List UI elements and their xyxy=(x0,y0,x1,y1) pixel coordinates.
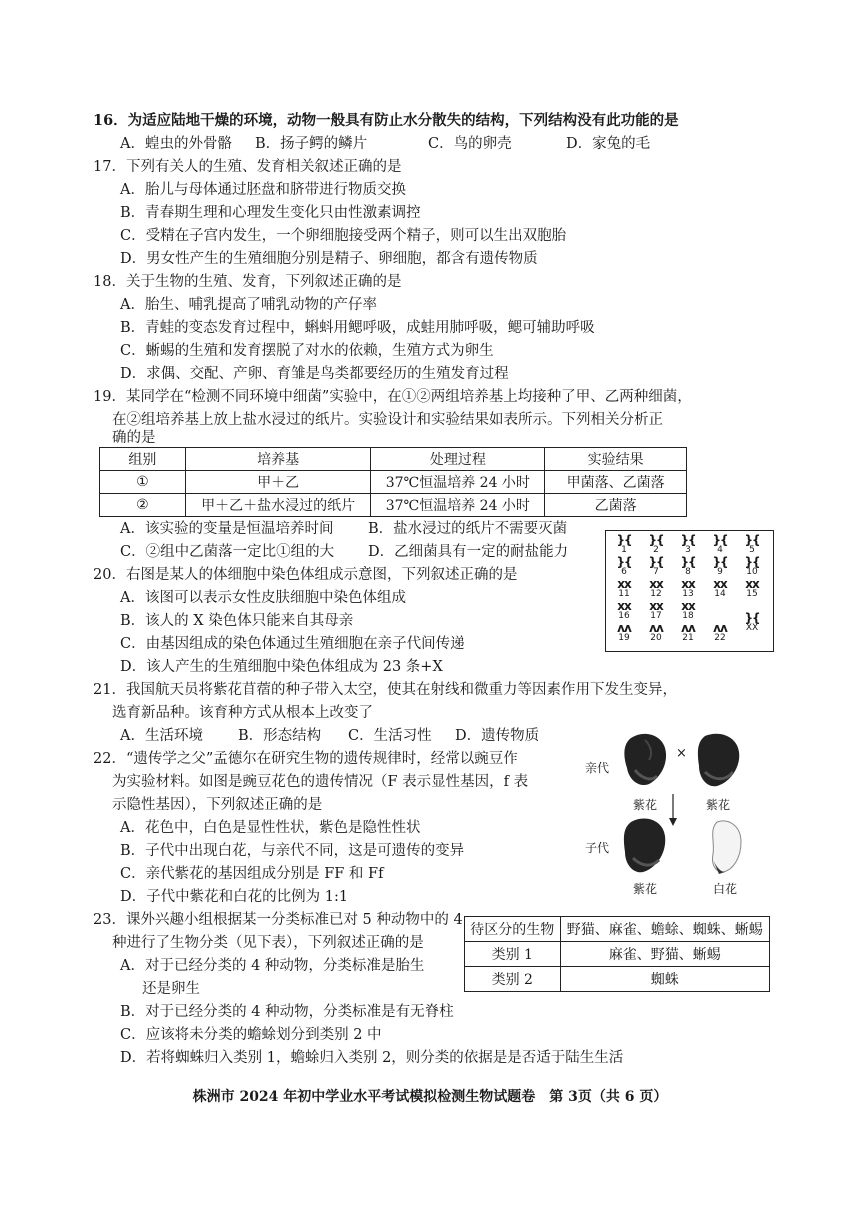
page-footer: 株洲市 2024 年初中学业水平考试模拟检测生物试题卷 第 3页（共 6 页） xyxy=(192,1089,668,1105)
chromosome-pair xyxy=(706,556,734,578)
chromosome-pair xyxy=(642,600,670,622)
sex-chromosome-label: XX xyxy=(745,623,759,633)
chromosome-number: 16 xyxy=(618,611,630,621)
cross-symbol: × xyxy=(676,746,687,761)
chromosome-icon: xx xyxy=(713,577,727,591)
purple-flower-icon xyxy=(621,814,671,878)
q23-option-a: A．对于已经分类的 4 种动物，分类标准是胎生 xyxy=(120,958,425,974)
chromosome-icon: }{ xyxy=(712,533,728,547)
table-cell: 37℃恒温培养 24 小时 xyxy=(371,494,545,517)
chromosome-icon: }{ xyxy=(744,555,760,569)
chromosome-pair xyxy=(738,534,766,556)
purple-flower-icon xyxy=(693,730,745,792)
q22-stem-line1: 22．“遗传学之父”孟德尔在研究生物的遗传规律时，经常以豌豆作 xyxy=(93,751,518,767)
flower-label: 紫花 xyxy=(633,798,658,812)
chromosome-number: 22 xyxy=(714,633,726,643)
q17-option-b: B．青春期生理和心理发生变化只由性激素调控 xyxy=(120,205,421,221)
q20-option-a: A．该图可以表示女性皮肤细胞中染色体组成 xyxy=(120,590,406,606)
q23-option-a-continued: 还是卵生 xyxy=(142,981,200,997)
chromosome-pair xyxy=(674,556,702,578)
chromosome-pair xyxy=(674,578,702,600)
chromosome-icon: ᴧᴧ xyxy=(681,621,695,635)
q20-option-c: C．由基因组成的染色体通过生殖细胞在亲子代间传递 xyxy=(120,636,465,652)
chromosome-pair xyxy=(642,556,670,578)
chromosome-number: 5 xyxy=(749,545,755,555)
chromosome-number: 18 xyxy=(682,611,694,621)
chromosome-pair xyxy=(610,556,638,578)
chromosome-pair xyxy=(610,578,638,600)
q22-stem-line3: 示隐性基因），下列叙述正确的是 xyxy=(112,797,323,813)
q23-table xyxy=(464,916,770,992)
chromosome-pair xyxy=(610,600,638,622)
q22-option-a: A．花色中，白色是显性性状，紫色是隐性性状 xyxy=(120,820,421,836)
table-cell: 甲＋乙＋盐水浸过的纸片 xyxy=(185,494,371,517)
q23-stem-line1: 23．课外兴趣小组根据某一分类标准已对 5 种动物中的 4 xyxy=(93,912,463,928)
chromosome-pair xyxy=(642,534,670,556)
table-header-cell: 实验结果 xyxy=(545,448,687,471)
child-generation-label: 子代 xyxy=(585,841,610,855)
chromosome-number: 21 xyxy=(682,633,694,643)
table-row xyxy=(100,494,687,517)
chromosome-icon: ᴧᴧ xyxy=(649,621,663,635)
q21-option-d: D．遗传物质 xyxy=(455,728,540,744)
chromosome-number: 2 xyxy=(653,545,659,555)
chromosome-icon: }{ xyxy=(616,533,632,547)
q17-option-c: C．受精在子宫内发生，一个卵细胞接受两个精子，则可以生出双胞胎 xyxy=(120,228,567,244)
chromosome-icon: }{ xyxy=(680,533,696,547)
chromosome-icon: ᴧᴧ xyxy=(617,621,631,635)
q16-option-d: D．家兔的毛 xyxy=(566,136,651,152)
chromosome-icon: }{ xyxy=(712,555,728,569)
table-cell: 乙菌落 xyxy=(545,494,687,517)
chromosome-number: 10 xyxy=(746,567,758,577)
karyotype-figure xyxy=(605,530,774,652)
q20-option-d: D．该人产生的生殖细胞中染色体组成为 23 条+X xyxy=(120,659,443,675)
q21-option-a: A．生活环境 xyxy=(120,728,203,744)
q17-option-d: D．男女性产生的生殖细胞分别是精子、卵细胞，都含有遗传物质 xyxy=(120,251,538,267)
sex-chromosome-pair xyxy=(738,612,766,634)
chromosome-pair xyxy=(706,578,734,600)
chromosome-pair xyxy=(642,578,670,600)
chromosome-number: 14 xyxy=(714,589,726,599)
q16-option-a: A．蝗虫的外骨骼 xyxy=(120,136,232,152)
table-cell: ② xyxy=(100,494,186,517)
q19-stem-line3: 确的是 xyxy=(112,430,156,446)
pea-inheritance-figure xyxy=(585,726,775,896)
q16-option-b: B．扬子鳄的鳞片 xyxy=(255,136,368,152)
chromosome-pair xyxy=(674,534,702,556)
chromosome-number: 4 xyxy=(717,545,723,555)
chromosome-pair xyxy=(610,622,638,644)
q21-stem-line1: 21．我国航天员将紫花苜蓿的种子带入太空，使其在射线和微重力等因素作用下发生变异， xyxy=(93,682,677,698)
chromosome-number: 1 xyxy=(621,545,627,555)
chromosome-icon: }{ xyxy=(680,555,696,569)
chromosome-pair xyxy=(706,622,734,644)
q17-stem: 17．下列有关人的生殖、发育相关叙述正确的是 xyxy=(93,159,402,175)
q18-stem: 18．关于生物的生殖、发育，下列叙述正确的是 xyxy=(93,274,402,290)
table-row xyxy=(100,471,687,494)
q18-option-b: B．青蛙的变态发育过程中，蝌蚪用鳃呼吸，成蛙用肺呼吸，鳃可辅助呼吸 xyxy=(120,320,595,336)
chromosome-number: 7 xyxy=(653,567,659,577)
chromosome-icon: xx xyxy=(649,577,663,591)
table-cell: 甲菌落、乙菌落 xyxy=(545,471,687,494)
chromosome-icon: xx xyxy=(681,577,695,591)
chromosome-number: 9 xyxy=(717,567,723,577)
chromosome-icon: xx xyxy=(745,577,759,591)
table-cell: 待区分的生物 xyxy=(465,917,561,942)
table-header-cell: 处理过程 xyxy=(371,448,545,471)
q21-option-b: B．形态结构 xyxy=(238,728,322,744)
chromosome-number: 3 xyxy=(685,545,691,555)
q20-stem: 20．右图是某人的体细胞中染色体组成示意图，下列叙述正确的是 xyxy=(93,567,518,583)
table-header-row xyxy=(100,448,687,471)
q16-stem: 16．为适应陆地干燥的环境，动物一般具有防止水分散失的结构，下列结构没有此功能的是 xyxy=(93,112,679,129)
q19-option-b: B．盐水浸过的纸片不需要灭菌 xyxy=(368,521,568,537)
chromosome-icon: }{ xyxy=(744,611,760,625)
chromosome-number: 6 xyxy=(621,567,627,577)
table-header-cell: 组别 xyxy=(100,448,186,471)
table-cell: 37℃恒温培养 24 小时 xyxy=(371,471,545,494)
chromosome-icon: ᴧᴧ xyxy=(713,621,727,635)
q21-stem-line2: 选育新品种。该育种方式从根本上改变了 xyxy=(112,705,373,721)
chromosome-number: 12 xyxy=(650,589,662,599)
q22-option-c: C．亲代紫花的基因组成分别是 FF 和 Ff xyxy=(120,866,384,882)
white-flower-icon xyxy=(703,816,747,876)
chromosome-pair xyxy=(706,534,734,556)
chromosome-icon: }{ xyxy=(648,555,664,569)
table-cell: 麻雀、野猫、蜥蜴 xyxy=(560,942,769,967)
chromosome-icon: xx xyxy=(617,599,631,613)
q18-option-c: C．蜥蜴的生殖和发育摆脱了对水的依赖，生殖方式为卵生 xyxy=(120,343,494,359)
flower-label: 白花 xyxy=(713,882,738,896)
q18-option-d: D．求偶、交配、产卵、育雏是鸟类都要经历的生殖发育过程 xyxy=(120,366,509,382)
chromosome-number: 8 xyxy=(685,567,691,577)
q21-option-c: C．生活习性 xyxy=(348,728,432,744)
q19-stem-line2: 在②组培养基上放上盐水浸过的纸片。实验设计和实验结果如表所示。下列相关分析正 xyxy=(112,412,663,428)
chromosome-icon: }{ xyxy=(744,533,760,547)
q17-option-a: A．胎儿与母体通过胚盘和脐带进行物质交换 xyxy=(120,182,406,198)
table-cell: 类别 2 xyxy=(465,967,561,992)
chromosome-number: 17 xyxy=(650,611,662,621)
chromosome-icon: xx xyxy=(649,599,663,613)
chromosome-icon: xx xyxy=(617,577,631,591)
parent-generation-label: 亲代 xyxy=(585,761,610,775)
table-cell: 类别 1 xyxy=(465,942,561,967)
table-row xyxy=(465,967,770,992)
chromosome-icon: }{ xyxy=(616,555,632,569)
chromosome-number: 11 xyxy=(618,589,630,599)
q19-stem-line1: 19．某同学在“检测不同环境中细菌”实验中，在①②两组培养基上均接种了甲、乙两种细菌， xyxy=(93,389,692,405)
q22-stem-line2: 为实验材料。如图是豌豆花色的遗传情况（F 表示显性基因，f 表 xyxy=(112,774,529,790)
flower-label: 紫花 xyxy=(706,798,731,812)
q18-option-a: A．胎生、哺乳提高了哺乳动物的产仔率 xyxy=(120,297,377,313)
table-cell: 蜘蛛 xyxy=(560,967,769,992)
chromosome-icon: }{ xyxy=(648,533,664,547)
table-cell: 野猫、麻雀、蟾蜍、蜘蛛、蜥蜴 xyxy=(560,917,769,942)
table-header-cell: 培养基 xyxy=(185,448,371,471)
chromosome-number: 15 xyxy=(746,589,758,599)
q23-stem-line2: 种进行了生物分类（见下表），下列叙述正确的是 xyxy=(112,935,424,951)
q19-option-a: A．该实验的变量是恒温培养时间 xyxy=(120,521,334,537)
chromosome-pair xyxy=(738,578,766,600)
flower-label: 紫花 xyxy=(633,882,658,896)
q19-table xyxy=(99,447,687,517)
chromosome-pair xyxy=(642,622,670,644)
q19-option-d: D．乙细菌具有一定的耐盐能力 xyxy=(368,544,569,560)
chromosome-pair xyxy=(610,534,638,556)
q23-option-d: D．若将蜘蛛归入类别 1，蟾蜍归入类别 2，则分类的依据是是否适于陆生生活 xyxy=(120,1050,624,1066)
chromosome-pair xyxy=(674,600,702,622)
q19-option-c: C．②组中乙菌落一定比①组的大 xyxy=(120,544,335,560)
q22-option-b: B．子代中出现白花，与亲代不同，这是可遗传的变异 xyxy=(120,843,465,859)
chromosome-pair xyxy=(738,556,766,578)
table-row xyxy=(465,917,770,942)
chromosome-number: 19 xyxy=(618,633,630,643)
q22-option-d: D．子代中紫花和白花的比例为 1:1 xyxy=(120,889,349,905)
chromosome-icon: xx xyxy=(681,599,695,613)
table-cell: ① xyxy=(100,471,186,494)
chromosome-number: 20 xyxy=(650,633,662,643)
q20-option-b: B．该人的 X 染色体只能来自其母亲 xyxy=(120,613,354,629)
q16-option-c: C．鸟的卵壳 xyxy=(428,136,512,152)
purple-flower-icon xyxy=(621,730,671,792)
chromosome-pair xyxy=(674,622,702,644)
q23-option-b: B．对于已经分类的 4 种动物，分类标准是有无脊柱 xyxy=(120,1004,454,1020)
chromosome-number: 13 xyxy=(682,589,694,599)
table-cell: 甲＋乙 xyxy=(185,471,371,494)
table-row xyxy=(465,942,770,967)
q23-option-c: C．应该将未分类的蟾蜍划分到类别 2 中 xyxy=(120,1027,382,1043)
